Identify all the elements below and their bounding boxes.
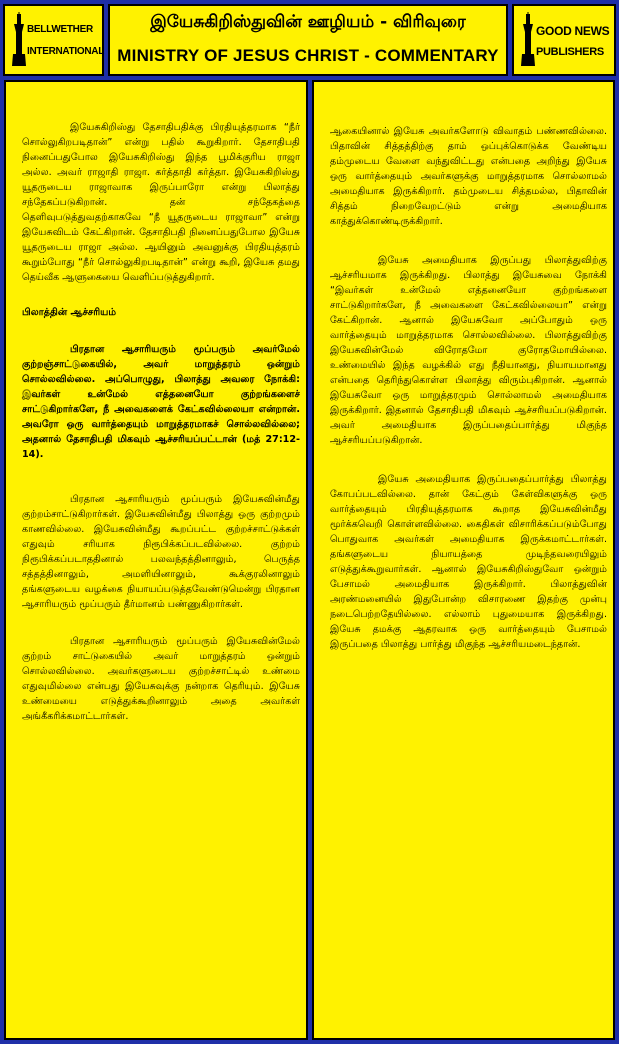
page-title-english: MINISTRY OF JESUS CHRIST - COMMENTARY — [117, 46, 499, 65]
right-paragraph-2: இயேசு அமைதியாக இருப்பது பிலாத்துவிற்கு ஆச்சரியமாக இருக்கிறது. பிலாத்து இயேசுவை நோக்கி “இவர்கள் உன்மேல் எத்தனையோ குற்றங்களை சாட்டுகிறார்களே, நீ அவைகளை கேட்கவில்லையா” என்று கேட்கிறான். ஆனால் இயேசுவோ அப்போதும் ஒரு வார்த்தையும் மாறுத்தரமாக சொல்லவில்லை. பிலாத்துவிற்கு இயேசுவின்மேல் விரோதமோ குரோதமோயில்லை. உண்மையில் இந்த வழக்கில் எது நீதியானது, நியாயமானது என்பதை தெரிந்துகொள்ள பிலாத்து விரும்புகிறான். ஆனால் இயேசுவோ ஒரு மாறுத்தரமும் சொல்லாமல் அமைதியாக இருக்கிறார். இதனால் தேசாதிபதி மிகவும் ஆச்சரியப்படுகிறான். அவர் அமைதியாக இருப்பதைப்பார்த்து மிகுந்த ஆச்சரியப்படுகிறான். — [330, 255, 607, 446]
right-column — [312, 80, 615, 1040]
right-paragraph-1: ஆகையினால் இயேசு அவர்களோடு விவாதம் பண்ணவில்லை. பிதாவின் சித்தத்திற்கு தாம் ஒப்புக்கொடுக்க வேண்டிய தம்முடைய வேளை வந்துவிட்டது என்பதை அறிந்து இயேசு ஒரு வார்த்தையும் அவர்களுக்கு மாறுத்தரமாக சொல்லாமல் அமைதியாக இருக்கிறார். தம்முடைய சித்தமல்ல, பிதாவின் சித்தம் நிறைவேறட்டும் என்று அமைதியாக காத்துக்கொண்டிருக்கிறார். — [330, 126, 607, 227]
section-heading: பிலாத்தின் ஆச்சரியம் — [22, 307, 117, 318]
scripture-quote: பிரதான ஆசாரியரும் மூப்பரும் அவர்மேல் குற்றஞ்சாட்டுகையில், அவர் மாறுத்தரம் ஒன்றும் சொல்லவில்லை. அப்பொழுது, பிலாத்து அவரை நோக்கி: இவர்கள் உன்மேல் எத்தனையோ குற்றங்களைச் சாட்டுகிறார்களே, நீ அவைகளைக் கேட்கவில்லையா என்றான். அவரோ ஒரு வார்த்தையும் மாறுத்தரமாகச் சொல்லவில்லை; அதனால் தேசாதிபதி மிகவும் ஆச்சரியப்பட்டான் (மத் 27:12-14). — [22, 344, 300, 460]
left-paragraph-3: பிரதான ஆசாரியரும் மூப்பரும் இயேசுவின்மேல் குற்றம் சாட்டுகையில் அவர் மாறுத்தரம் ஒன்றும் சொல்லவில்லை. அவர்களுடைய குற்றச்சாட்டில் உண்மை எதுவுமில்லை என்பது இயேசுவுக்கு நன்றாக தெரியும். இயேசு உண்மையை எடுத்துக்கூறினாலும் அதை அவர்கள் அங்கீகரிக்கமாட்டார்கள். — [22, 636, 300, 722]
good-news-logo-line1: GOOD NEWS — [536, 24, 610, 38]
good-news-logo-line2: PUBLISHERS — [536, 46, 604, 58]
good-news-logo — [512, 4, 616, 76]
tower-icon — [520, 12, 536, 68]
title-box — [108, 4, 508, 76]
left-paragraph-1: இயேசுகிறிஸ்து தேசாதிபதிக்கு பிரதியுத்தரமாக “நீர் சொல்லுகிறபடிதான்” என்று பதில் கூறுகிறார். தேசாதிபதி நினைப்பதுபோல இயேசுகிறிஸ்து இந்த பூமிக்குரிய ராஜா அல்ல. அவர் ராஜாதி ராஜா. கர்த்தாதி கர்த்தா. இயேசுகிறிஸ்து யூதருடைய ராஜாவாக இருப்பாரோ என்று பிலாத்து சந்தேகப்படுகிறான். தன் சந்தேகத்தை தெளிவுபடுத்துவதற்காகவே “நீ யூதருடைய ராஜாவா” என்று இயேசுவிடம் கேட்கிறான். தேசாதிபதி நினைப்பதுபோல இயேசு யூதருடைய ராஜா அல்ல. ஆயினும் அவனுக்கு பிரதியுத்தரம் கூறும்போது “நீர் சொல்லுகிறபடிதான்” என்று கூறி, இயேசு தமது தெய்வீக ஆளுகையை வெளிப்படுத்துகிறார். — [22, 122, 300, 283]
left-column — [4, 80, 308, 1040]
bellwether-logo-line1: BELLWETHER — [27, 24, 93, 35]
page-header — [2, 2, 617, 78]
page-title-tamil: இயேசுகிறிஸ்துவின் ஊழியம் - விரிவுரை — [150, 12, 466, 32]
tower-icon — [11, 12, 27, 68]
right-paragraph-3: இயேசு அமைதியாக இருப்பதைப்பார்த்து பிலாத்து கோபப்படவில்லை. தான் கேட்கும் கேள்விகளுக்கு ஒரு வார்த்தையும் பிரதியுத்தரமாக கூறாத இயேசுவின்மீது மூர்க்கவெறி கொள்ளவில்லை. கைதிகள் விசாரிக்கப்படும்போது பொதுவாக அவர்கள் அமைதியாக இருக்கமாட்டார்கள். தங்களுடைய நியாயத்தை முடிந்தவரையிலும் எடுத்துக்கூறுவார்கள். ஆனால் இயேசுகிறிஸ்துவோ ஒன்றும் பேசாமல் அமைதியாக இருக்கிறார். பிலாத்துவின் அரண்மனையில் இதுபோன்ற விசாரணை இதற்கு முன்பு நடைபெற்றதேயில்லை. எல்லாம் புதுமையாக இருக்கிறது. இயேசு தமக்கு ஆதரவாக ஒரு வார்த்தையும் பேசாமல் இருப்பதை பிலாத்து பார்த்து மிகுந்த ஆச்சரியமடைந்தான். — [330, 474, 607, 650]
left-paragraph-2: பிரதான ஆசாரியரும் மூப்பரும் இயேசுவின்மீது குற்றம்சாட்டுகிறார்கள். இயேசுவின்மீது பிலாத்து ஒரு குற்றமும் காணவில்லை. இயேசுவின்மீது கூறப்பட்ட குற்றச்சாட்டுக்கள் எதுவும் சரியாக நிரூபிக்கப்படவில்லை. குற்றம் நிரூபிக்கப்படாததினால் பலவந்தத்தினாலும், பெருத்த சத்தத்தினாலும், அமளியினாலும், கூக்குரலினாலும் தங்களுடைய வழக்கை நியாயப்படுத்தவேண்டுமென்று பிரதான ஆசாரியரும் மூப்பரும் தீர்மானம் பண்ணுகிறார்கள். — [22, 494, 300, 610]
bellwether-logo-line2: INTERNATIONAL — [27, 46, 105, 57]
bellwether-logo — [3, 4, 104, 76]
